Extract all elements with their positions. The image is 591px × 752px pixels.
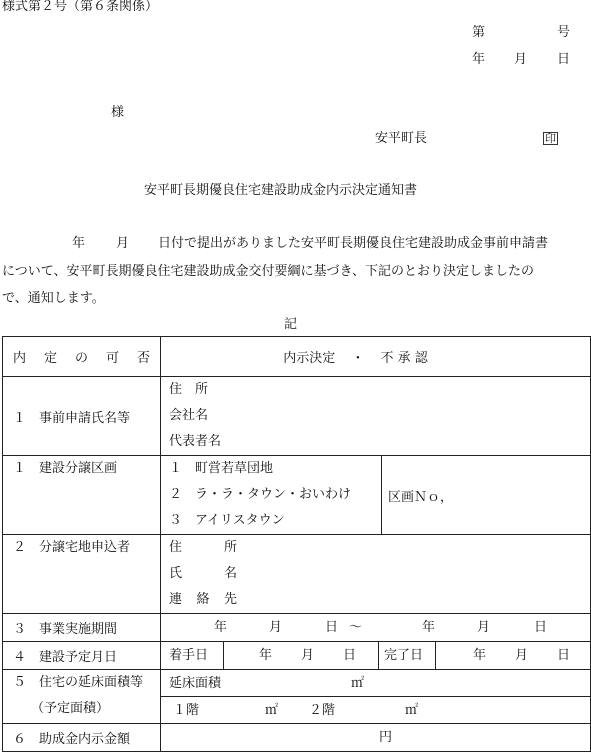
amount-unit: 円 (379, 730, 393, 745)
naitei-label-cell (3, 337, 161, 377)
schedule-divider-3 (435, 642, 436, 669)
period-start-month: 月 (269, 620, 283, 635)
row-period (3, 614, 591, 642)
period-end-day: 日 (534, 620, 548, 635)
applicant-fields (161, 377, 591, 456)
subdivision-option-1: １ 町営若草団地 (169, 461, 274, 476)
schedule-divider-1 (223, 642, 224, 669)
area-total-label: 延床面積 (169, 676, 222, 691)
subdivision-options (161, 456, 382, 535)
ref-dai: 第 (472, 25, 486, 40)
land-applicant-contact: 連 絡 先 (169, 592, 237, 607)
applicant-representative: 代表者名 (169, 434, 222, 449)
land-applicant-label: ２ 分譲宅地申込者 (13, 540, 131, 555)
area-sublabel: （予定面積） (31, 701, 110, 716)
land-applicant-address: 住 所 (169, 540, 237, 555)
applicant-label: １ 事前申請氏名等 (3, 377, 161, 456)
schedule-start-day: 日 (343, 648, 357, 663)
period-start-day: 日 (325, 620, 339, 635)
addressee-suffix: 様 (111, 105, 125, 120)
amount-value (161, 724, 591, 752)
area-floor2-label: ２階 (309, 703, 336, 718)
applicant-address: 住 所 (169, 382, 209, 397)
body-month: 月 (116, 236, 130, 251)
lot-number: 区画Ｎｏ， (382, 456, 591, 535)
period-end-year: 年 (422, 620, 436, 635)
area-total-unit: ㎡ (351, 676, 365, 691)
applicant-company: 会社名 (169, 408, 209, 423)
body-line1: 日付で提出がありました安平町長期優良住宅建設助成金事前申請書 (158, 236, 549, 251)
row-amount (3, 724, 591, 752)
details-table (2, 336, 591, 752)
schedule-complete-label: 完了日 (384, 648, 424, 663)
row-area (3, 670, 591, 724)
schedule-divider-2 (378, 642, 379, 669)
ref-go: 号 (557, 25, 571, 40)
subdivision-option-2: ２ ラ・ラ・タウン・おいわけ (169, 487, 352, 502)
seal-mark: 印 (545, 132, 556, 145)
row-subdivision (3, 456, 591, 535)
schedule-value (161, 642, 591, 670)
schedule-end-year: 年 (473, 648, 487, 663)
schedule-start-year: 年 (259, 648, 273, 663)
ki-heading: 記 (284, 317, 298, 332)
document-title: 安平町長期優良住宅建設助成金内示決定通知書 (144, 183, 418, 198)
period-start-year: 年 (214, 620, 228, 635)
body-line2: について、安平町長期優良住宅建設助成金交付要綱に基づき、下記のとおり決定しましたの (2, 264, 534, 279)
row-applicant (3, 377, 591, 456)
schedule-label: ４ 建設予定月日 (3, 642, 161, 670)
naitei-dot: ・ (351, 351, 365, 366)
naitei-label: 内 定 の 可 否 (13, 351, 150, 366)
schedule-start-month: 月 (301, 648, 315, 663)
period-end-month: 月 (477, 620, 491, 635)
area-floor1-unit: ㎡ (265, 703, 279, 718)
area-value (161, 670, 591, 724)
row-naitei (3, 337, 591, 377)
subdivision-label-cell (3, 456, 161, 535)
land-applicant-label-cell (3, 535, 161, 614)
amount-label: ６ 助成金内示金額 (3, 724, 161, 752)
area-floor1-label: １階 (173, 703, 200, 718)
naitei-value-cell (161, 337, 591, 377)
date-month: 月 (514, 52, 528, 67)
area-label-cell (3, 670, 161, 724)
sender-name: 安平町長 (375, 131, 428, 146)
body-line3: で、通知します。 (2, 291, 105, 306)
row-land-applicant (3, 535, 591, 614)
area-label: ５ 住宅の延床面積等 (13, 675, 144, 690)
date-year: 年 (472, 52, 486, 67)
naitei-reject: 不 承 認 (380, 351, 428, 366)
land-applicant-name: 氏 名 (169, 566, 237, 581)
schedule-start-label: 着手日 (169, 648, 209, 663)
schedule-end-day: 日 (557, 648, 571, 663)
form-label: 様式第２号（第６条関係） (2, 0, 159, 14)
subdivision-label: １ 建設分譲区画 (13, 461, 118, 476)
row-schedule (3, 642, 591, 670)
naitei-approve: 内示決定 (283, 351, 336, 366)
area-floor2-unit: ㎡ (405, 703, 419, 718)
land-applicant-fields (161, 535, 591, 614)
period-value (161, 614, 591, 642)
period-tilde: ～ (349, 620, 363, 635)
schedule-end-month: 月 (515, 648, 529, 663)
area-divider (161, 696, 590, 697)
period-label: ３ 事業実施期間 (3, 614, 161, 642)
date-day: 日 (557, 52, 571, 67)
body-year: 年 (72, 236, 86, 251)
subdivision-option-3: ３ アイリスタウン (169, 513, 285, 528)
